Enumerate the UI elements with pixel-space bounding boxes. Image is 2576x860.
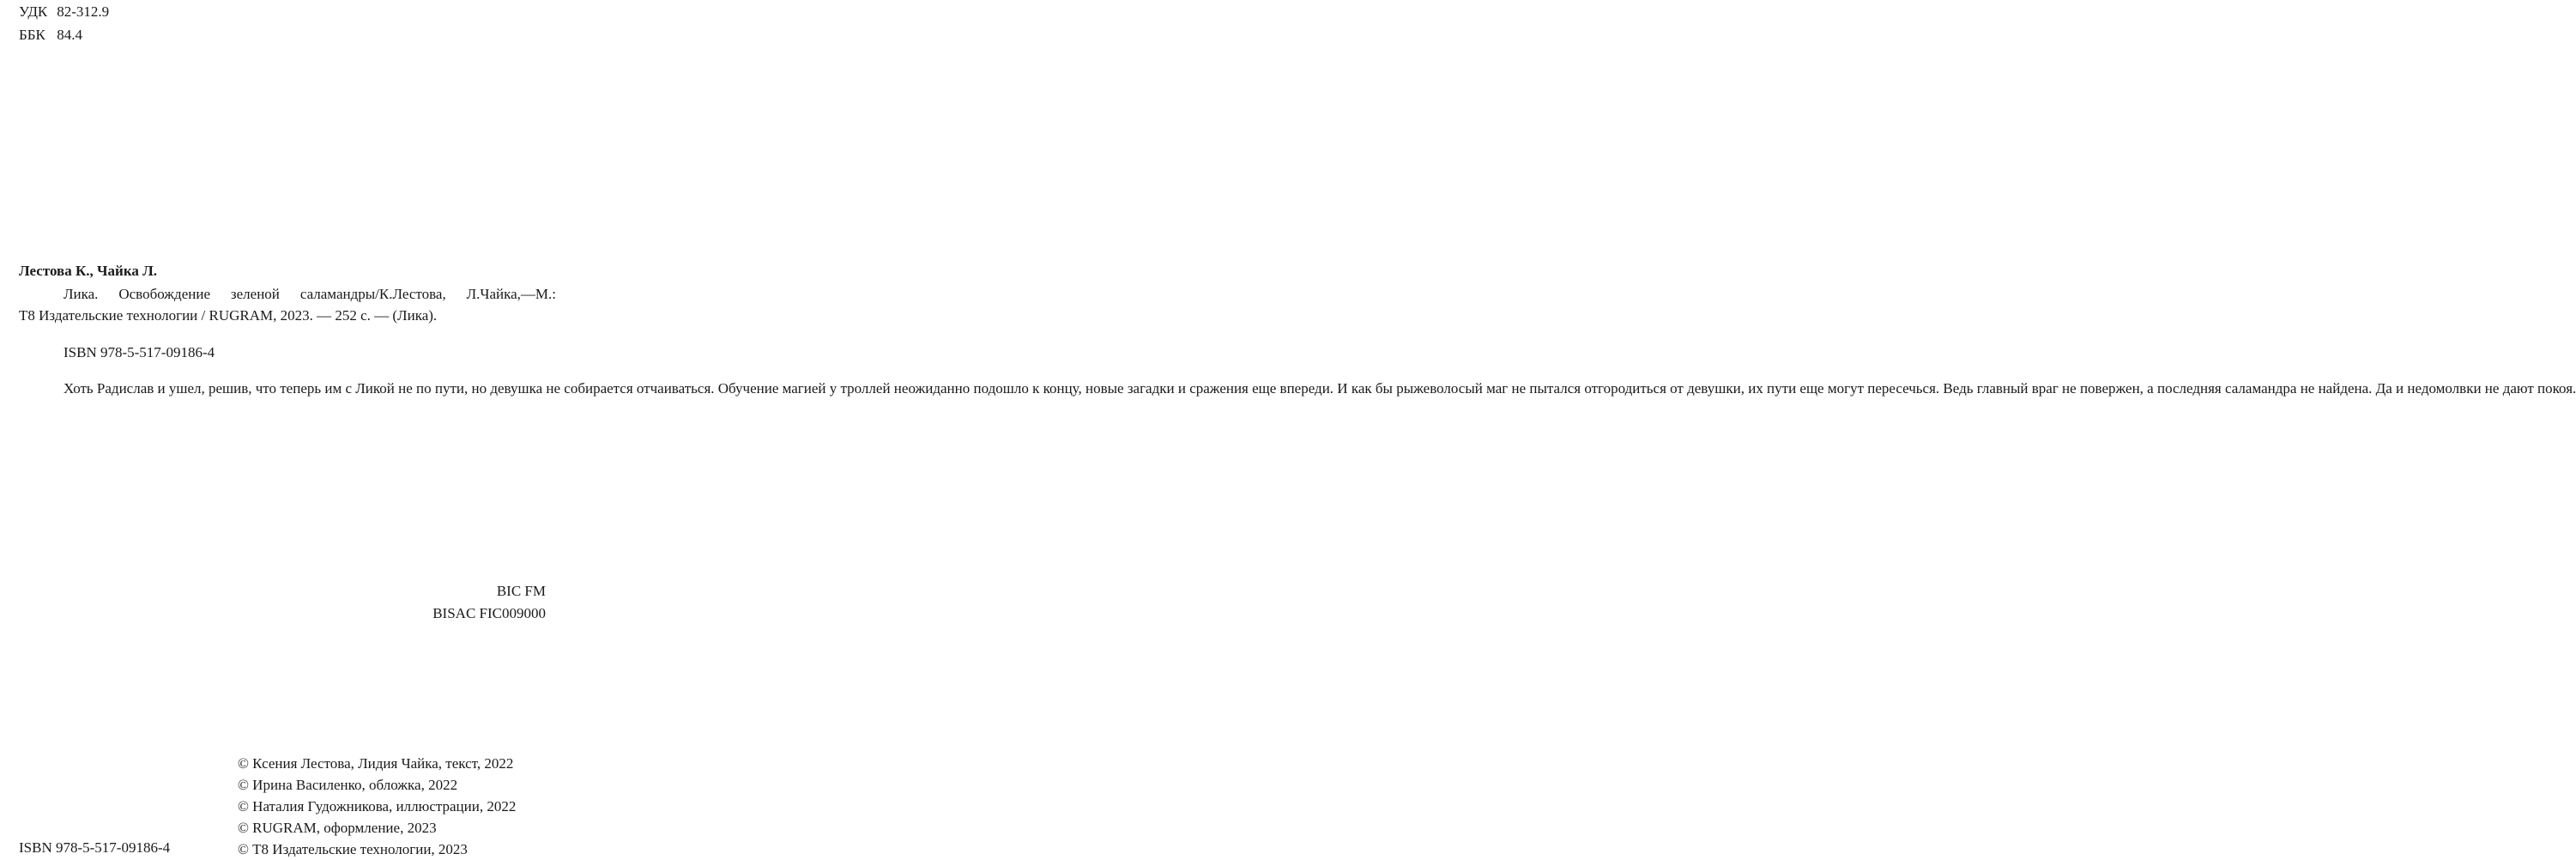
annotation-text: Хоть Радислав и ушел, решив, что теперь им с Ликой не по пути, но девушка не собирается отчаиваться. Обучение магией у троллей неожиданно подошло к концу, новые загадки и сражения еще впереди. И как бы рыжеволосый маг не пытался отгородиться от девушки, их пути еще могут пересечься. Ведь главный враг не повержен, а последняя саламандра не найдена. Да и недомолвки не дают покоя. xyxy=(63,380,2576,397)
author-line: Лестова К., Чайка Л. xyxy=(19,263,158,279)
isbn-top: ISBN 978-5-517-09186-4 xyxy=(63,344,215,360)
bibliographic-line-2: Т8 Издательские технологии / RUGRAM, 2023. — 252 с. — (Лика). xyxy=(19,307,438,324)
bbk-label: ББК xyxy=(19,27,45,43)
isbn-bottom: ISBN 978-5-517-09186-4 xyxy=(19,839,171,856)
copyright-line: © Ксения Лестова, Лидия Чайка, текст, 2022 xyxy=(238,755,514,772)
bibliographic-record xyxy=(19,283,556,326)
udk-label: УДК xyxy=(19,3,48,20)
annotation xyxy=(19,378,2576,400)
bisac-code: BISAC FIC009000 xyxy=(432,605,546,621)
copyright-line: © Наталия Гудожникова, иллюстрации, 2022 xyxy=(238,798,517,815)
copyright-list xyxy=(238,753,516,860)
udk-line xyxy=(19,3,109,21)
bic-code: BIC FM xyxy=(496,583,546,599)
copyright-line: © RUGRAM, оформление, 2023 xyxy=(238,820,437,836)
copyright-line: © Ирина Василенко, обложка, 2022 xyxy=(238,777,458,793)
copyright-line: © Т8 Издательские технологии, 2023 xyxy=(238,841,468,857)
bibliographic-line-1: Лика. Освобождение зеленой саламандры/К.Лестова, Л.Чайка,—М.: xyxy=(63,286,556,302)
bbk-value: 84.4 xyxy=(57,27,82,43)
bbk-line xyxy=(19,27,82,44)
udk-value: 82-312.9 xyxy=(57,3,110,20)
